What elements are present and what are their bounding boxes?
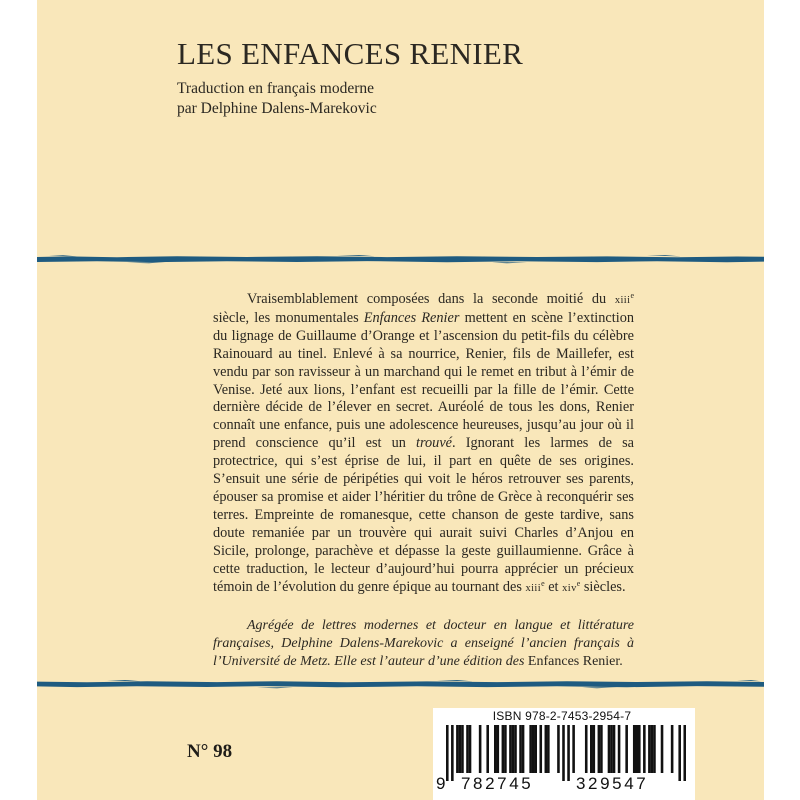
century-numeral: xiii [614, 295, 631, 306]
summary-text: siècles. [580, 578, 626, 595]
barcode-bar [585, 725, 588, 773]
barcode-bar [461, 725, 464, 773]
barcode-right-digits: 329547 [576, 774, 649, 793]
barcode-bar [648, 725, 651, 773]
summary-text: mettent en scène l’extinction du lignage de Guillaume d’Orange et l’ascension du petit-fils du célèbre Rainouard au tinel. Enlevé à sa nourrice, Renier, fils de Maillefer, est vendu par son ravisseur à un marchand qui le remet en tribut à l’émir de Venise. Jeté aux lions, l’enfant est recueilli par la fille de l’émir. Cette dernière décide de l’élever en secret. Auréolé de tous les dons, Renier connaît une enfance, puis une adolescence heureuses, jusqu’au jour où il prend conscience qu’il est un [213, 309, 634, 452]
barcode-bar [671, 725, 674, 773]
barcode-bar [446, 725, 449, 781]
isbn-barcode [433, 708, 695, 800]
barcode-bar [638, 725, 641, 773]
barcode-bar [486, 725, 489, 773]
barcode-bar [502, 725, 505, 773]
author-bio-work-title: Enfances Renier. [527, 654, 623, 669]
barcode-bar [479, 725, 482, 773]
barcode-bar [497, 725, 500, 773]
barcode-bar [590, 725, 593, 773]
barcode-bar [512, 725, 515, 773]
barcode-bar [451, 725, 454, 781]
top-decorative-band [37, 254, 764, 264]
barcode-bar [683, 725, 686, 781]
barcode-left-digits: 782745 [461, 774, 534, 793]
translation-credit [177, 79, 377, 119]
barcode-bar [532, 725, 535, 773]
barcode-bar [545, 725, 548, 773]
work-title-italic: Enfances Renier [363, 309, 460, 326]
summary-text: et [544, 578, 563, 595]
barcode-bar [466, 725, 469, 773]
century-numeral: xiv [562, 582, 577, 594]
barcode-bars [446, 725, 686, 781]
barcode-bar [661, 725, 664, 773]
series-number: N° 98 [187, 741, 233, 762]
barcode-bar [593, 725, 596, 773]
barcode-bar [534, 725, 537, 773]
barcode-bar [459, 725, 462, 773]
barcode-bar [504, 725, 507, 773]
barcode-bar [643, 725, 646, 773]
summary-text: siècle, les monumentales [213, 309, 364, 326]
barcode-bar [635, 725, 638, 773]
translator-line: par Delphine Dalens-Marekovic [177, 100, 377, 117]
italic-term: trouvé [416, 435, 453, 452]
barcode-bar [547, 725, 550, 773]
century-suffix: e [576, 578, 581, 588]
barcode-digits [435, 774, 691, 798]
book-back-cover [37, 0, 764, 800]
barcode-bar [514, 725, 517, 773]
barcode-bar [494, 725, 497, 773]
century-numeral: xiii [525, 582, 542, 594]
isbn-label: ISBN 978-2-7453-2954-7 [492, 709, 632, 723]
barcode-bar [600, 725, 603, 773]
summary-text: . Ignorant les larmes de sa protectrice, qui s’est éprise de lui, il part en quête de ses origines. S’ensuit une série de péripéties qui voit le héros retrouver ses parents, épouser sa promise et aider l’héritier du trône de Grèce à reconquérir ses terres. Empreinte de romanesque, cette chanson de geste tardive, sans doute remaniée par un trouvère qui aurait suivi Charles d’Anjou en Sicile, prolonge, parachève et dépasse la geste guillaumienne. Grâce à cette traduction, le lecteur d’aujourd’hui pourra apprécier un précieux témoin de l’évolution du genre épique au tournant des [213, 435, 634, 595]
barcode-bar [529, 725, 532, 773]
barcode-bar [653, 725, 656, 773]
barcode-bar [633, 725, 636, 773]
barcode-bar [456, 725, 459, 773]
barcode-bar [469, 725, 472, 773]
barcode-bar [651, 725, 654, 773]
barcode-bar [625, 725, 628, 773]
book-title: LES ENFANCES RENIER [177, 36, 524, 71]
barcode-first-digit: 9 [436, 774, 449, 793]
barcode-bar [613, 725, 616, 773]
author-bio [213, 617, 634, 671]
barcode-bar [610, 725, 613, 773]
barcode-bar [509, 725, 512, 773]
author-bio-text: Agrégée de lettres modernes et docteur en langue et littérature françaises, Delphine Dalens-Marekovic a enseigné l’ancien français à l’Université de Metz. Elle est l’auteur d’une édition des [213, 618, 634, 669]
summary-text: Vraisemblablement composées dans la seconde moitié du [247, 291, 615, 307]
barcode-bar [567, 725, 570, 781]
barcode-bar [522, 725, 525, 773]
barcode-bar [618, 725, 621, 773]
barcode-bar [519, 725, 522, 773]
barcode-bar [562, 725, 565, 781]
book-summary [213, 291, 634, 597]
barcode-bar [608, 725, 611, 773]
barcode-bar [539, 725, 542, 773]
barcode-bar [678, 725, 681, 781]
barcode-bar [598, 725, 601, 773]
barcode-bar [557, 725, 560, 773]
barcode-bar [572, 725, 575, 773]
bottom-decorative-band [37, 679, 764, 689]
century-suffix: e [541, 578, 545, 588]
century-suffix: e [630, 291, 634, 300]
translation-line: Traduction en français moderne [177, 80, 374, 97]
